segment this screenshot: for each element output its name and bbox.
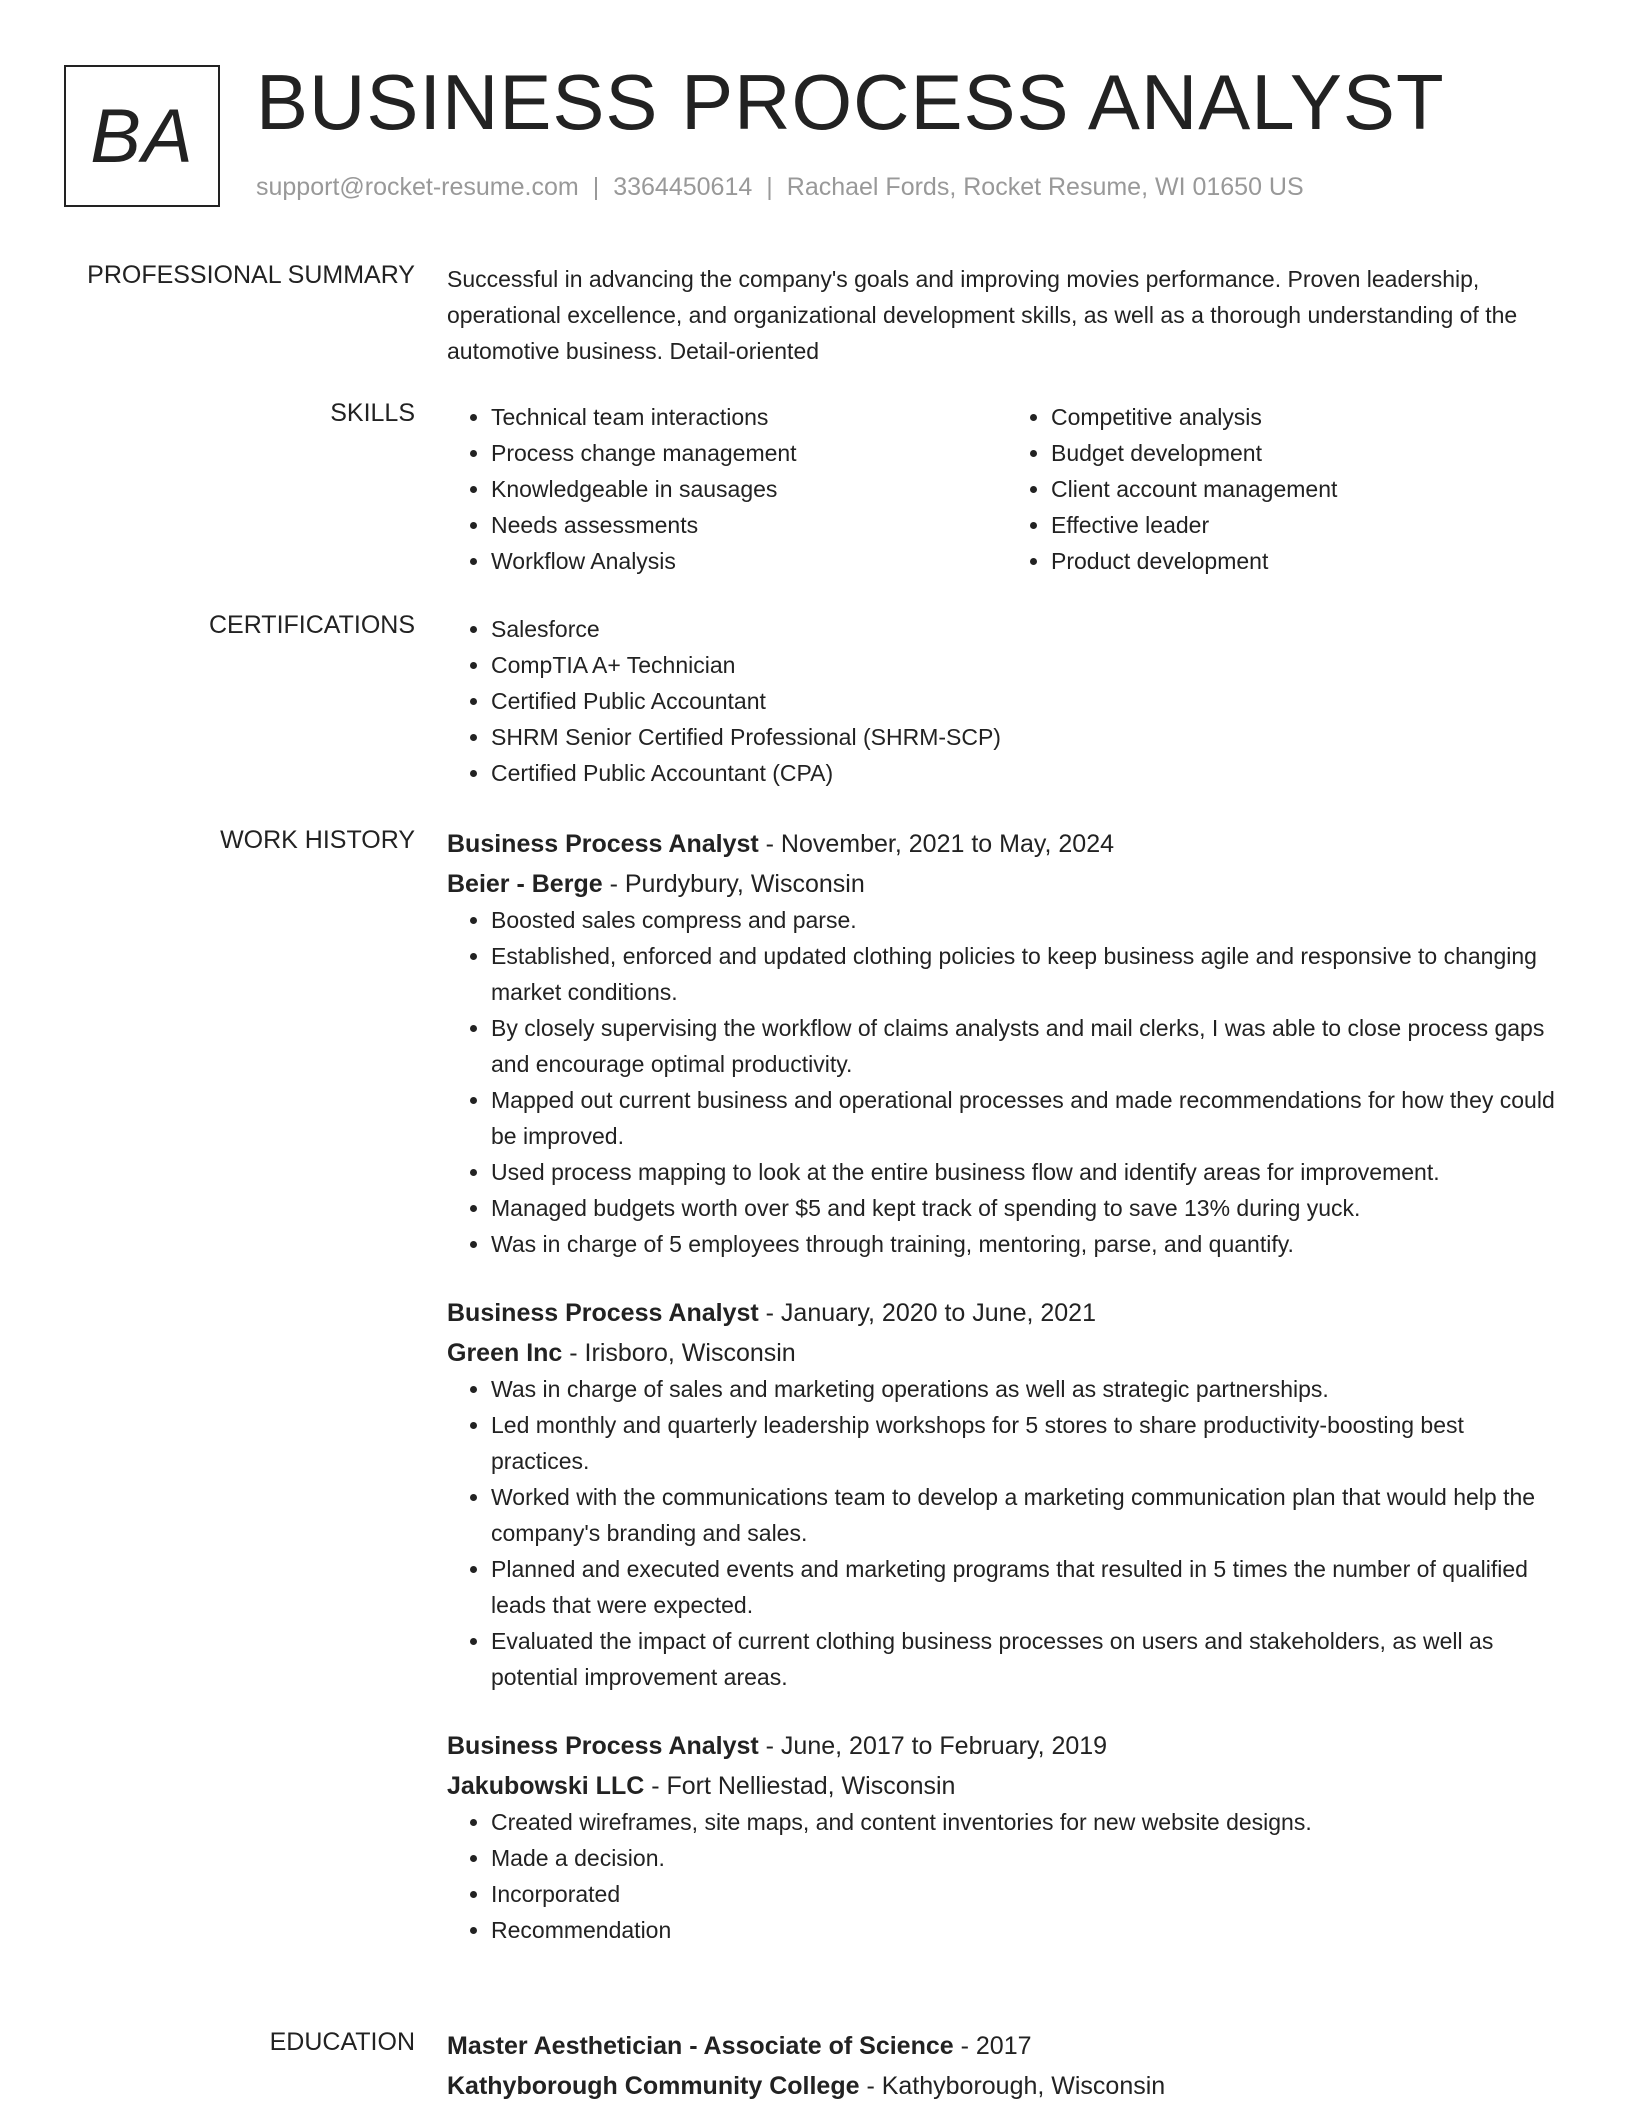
contact-separator: | [592, 173, 600, 201]
skills-body [447, 399, 1567, 579]
certifications-body [447, 611, 1567, 791]
job-dates: - June, 2017 to February, 2019 [758, 1732, 1108, 1760]
skill-item: • Budget development [1051, 435, 1567, 471]
job-bullet: • Managed budgets worth over $5 and kept track of spending to save 13% during yuck. [491, 1190, 1567, 1226]
job-bullet: • Created wireframes, site maps, and content inventories for new website designs. [491, 1804, 1567, 1840]
certifications-list [447, 611, 1567, 791]
certification-item: • Certified Public Accountant [491, 683, 1567, 719]
contact-phone[interactable]: 3364450614 [613, 173, 753, 201]
education-degree-line [447, 2028, 1567, 2064]
section-label-education: EDUCATION [269, 2028, 415, 2056]
education-year: - 2017 [953, 2032, 1032, 2060]
skills-list-right [1007, 399, 1567, 579]
resume-title: BUSINESS PROCESS ANALYST [256, 58, 1445, 146]
job-bullet: • Incorporated [491, 1876, 1567, 1912]
contact-email[interactable]: support@rocket-resume.com [256, 173, 579, 201]
monogram-initials: BA [90, 93, 194, 179]
skill-item: • Client account management [1051, 471, 1567, 507]
job-bullet: • Used process mapping to look at the entire business flow and identify areas for improvement. [491, 1154, 1567, 1190]
job-bullet: • Was in charge of 5 employees through training, mentoring, parse, and quantify. [491, 1226, 1567, 1262]
job-location: - Fort Nelliestad, Wisconsin [644, 1772, 956, 1800]
education-location: - Kathyborough, Wisconsin [859, 2072, 1166, 2100]
job-bullet: • Worked with the communications team to develop a marketing communication plan that would help the company's branding and sales. [491, 1479, 1567, 1551]
job-dates: - January, 2020 to June, 2021 [758, 1299, 1096, 1327]
skills-list-left [447, 399, 1007, 579]
contact-address: Rachael Fords, Rocket Resume, WI 01650 US [786, 173, 1304, 201]
certification-item: • Certified Public Accountant (CPA) [491, 755, 1567, 791]
certification-item: • Salesforce [491, 611, 1567, 647]
job-company: Jakubowski LLC [447, 1772, 645, 1800]
section-label-certifications: CERTIFICATIONS [208, 611, 415, 639]
education-body [447, 2028, 1567, 2104]
job-entry [447, 1728, 1567, 1948]
section-label-summary: PROFESSIONAL SUMMARY [87, 261, 415, 289]
work-history-body [447, 826, 1567, 1948]
job-company: Green Inc [447, 1339, 563, 1367]
job-title-line [447, 826, 1567, 862]
job-bullet: • Planned and executed events and marketing programs that resulted in 5 times the number of qualified leads that were expected. [491, 1551, 1567, 1623]
skill-item: • Product development [1051, 543, 1567, 579]
job-bullets [447, 1804, 1567, 1948]
summary-body [447, 261, 1567, 369]
job-dates: - November, 2021 to May, 2024 [758, 830, 1115, 858]
contact-line [256, 173, 1304, 202]
skill-item: • Competitive analysis [1051, 399, 1567, 435]
job-bullet: • By closely supervising the workflow of claims analysts and mail clerks, I was able to close process gaps and encourage optimal productivity. [491, 1010, 1567, 1082]
certification-item: • SHRM Senior Certified Professional (SHRM-SCP) [491, 719, 1567, 755]
education-school-line [447, 2068, 1567, 2104]
job-bullets [447, 902, 1567, 1262]
job-entry [447, 1295, 1567, 1695]
summary-text: Successful in advancing the company's goals and improving movies performance. Proven leadership, operational excellence, and organizational development skills, as well as a thorough understanding of the automotive business. Detail-oriented [447, 266, 1518, 364]
skill-item: • Needs assessments [491, 507, 1007, 543]
job-company: Beier - Berge [447, 870, 603, 898]
education-school: Kathyborough Community College [447, 2072, 860, 2100]
section-label-skills: SKILLS [330, 399, 415, 427]
section-label-work-history: WORK HISTORY [220, 826, 415, 854]
job-company-line [447, 1768, 1567, 1804]
certification-item: • CompTIA A+ Technician [491, 647, 1567, 683]
job-bullet: • Mapped out current business and operational processes and made recommendations for how they could be improved. [491, 1082, 1567, 1154]
job-bullet: • Established, enforced and updated clothing policies to keep business agile and responsive to changing market conditions. [491, 938, 1567, 1010]
job-entry [447, 826, 1567, 1262]
education-degree: Master Aesthetician - Associate of Science [447, 2032, 954, 2060]
monogram-box [64, 65, 220, 207]
job-bullet: • Evaluated the impact of current clothing business processes on users and stakeholders, as well as potential improvement areas. [491, 1623, 1567, 1695]
job-title: Business Process Analyst [447, 830, 759, 858]
job-bullet: • Led monthly and quarterly leadership workshops for 5 stores to share productivity-boosting best practices. [491, 1407, 1567, 1479]
skill-item: • Technical team interactions [491, 399, 1007, 435]
skill-item: • Process change management [491, 435, 1007, 471]
job-company-line [447, 1335, 1567, 1371]
job-title: Business Process Analyst [447, 1732, 759, 1760]
job-title-line [447, 1295, 1567, 1331]
job-title-line [447, 1728, 1567, 1764]
job-title: Business Process Analyst [447, 1299, 759, 1327]
job-bullet: • Was in charge of sales and marketing operations as well as strategic partnerships. [491, 1371, 1567, 1407]
contact-separator: | [766, 173, 773, 201]
job-bullets [447, 1371, 1567, 1695]
job-bullet: • Recommendation [491, 1912, 1567, 1948]
job-location: - Purdybury, Wisconsin [602, 870, 865, 898]
job-bullet: • Made a decision. [491, 1840, 1567, 1876]
skill-item: • Knowledgeable in sausages [491, 471, 1007, 507]
skill-item: • Effective leader [1051, 507, 1567, 543]
job-bullet: • Boosted sales compress and parse. [491, 902, 1567, 938]
job-company-line [447, 866, 1567, 902]
skill-item: • Workflow Analysis [491, 543, 1007, 579]
job-location: - Irisboro, Wisconsin [562, 1339, 796, 1367]
